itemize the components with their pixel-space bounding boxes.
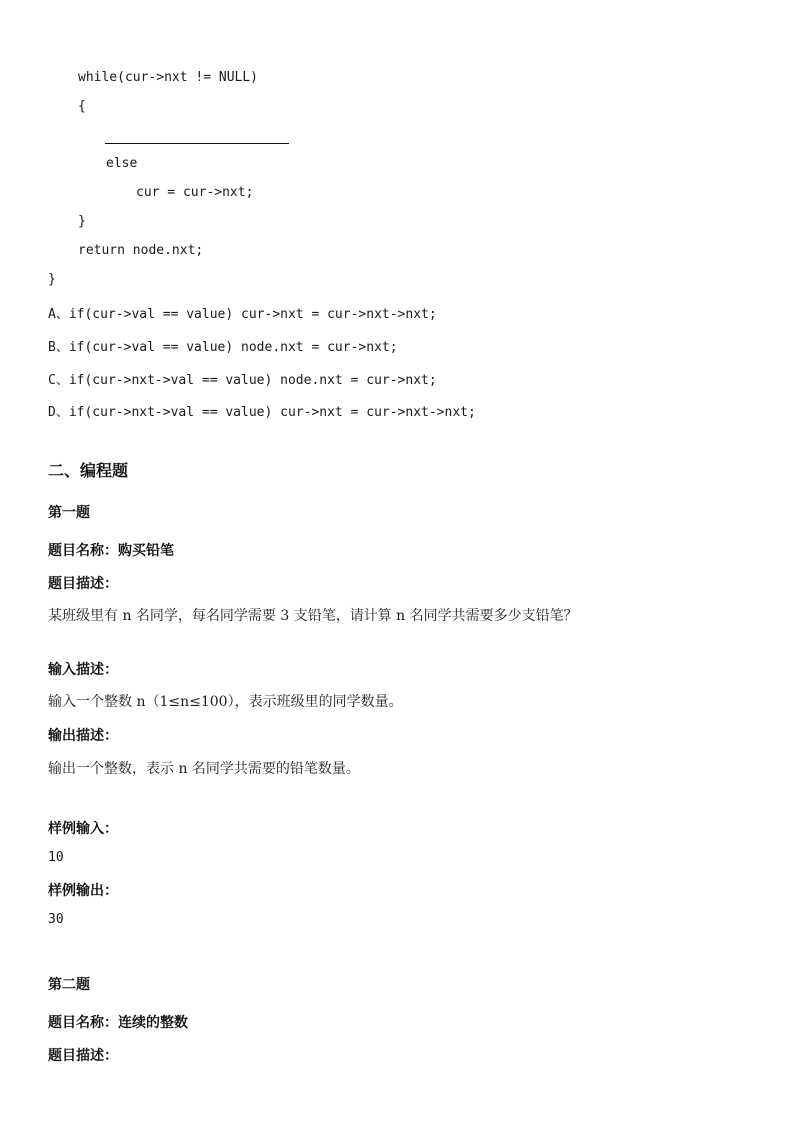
section-title: 二、编程题: [48, 461, 129, 480]
option-c: C、if(cur->nxt->val == value) node.nxt = cur->nxt;: [48, 373, 437, 388]
problem1-sample-output: 30: [48, 912, 64, 927]
option-d: D、if(cur->nxt->val == value) cur->nxt = cur->nxt->nxt;: [48, 405, 476, 420]
problem1-name: 题目名称：购买铅笔: [48, 543, 174, 559]
problem1-heading: 第一题: [48, 505, 90, 521]
problem1-input-text: 输入一个整数 n（1≤n≤100），表示班级里的同学数量。: [48, 694, 403, 710]
option-b: B、if(cur->val == value) node.nxt = cur->nxt;: [48, 340, 398, 355]
problem1-sample-input-label: 样例输入：: [48, 821, 118, 837]
problem1-output-label: 输出描述：: [48, 728, 118, 744]
code-line-close-brace-outer: }: [48, 272, 56, 287]
problem1-desc-text: 某班级里有 n 名同学，每名同学需要 3 支铅笔，请计算 n 名同学共需要多少支铅笔？: [48, 608, 578, 624]
code-line-else: else: [106, 156, 138, 171]
problem2-name: 题目名称：连续的整数: [48, 1015, 188, 1031]
code-line-cur-assign: cur = cur->nxt;: [136, 185, 254, 200]
code-line-close-brace-inner: }: [78, 214, 86, 229]
problem1-sample-input: 10: [48, 850, 64, 865]
code-line-while: while(cur->nxt != NULL): [78, 70, 259, 85]
problem2-heading: 第二题: [48, 977, 90, 993]
problem2-desc-label: 题目描述：: [48, 1048, 118, 1064]
fill-in-blank: [105, 143, 289, 144]
code-line-return: return node.nxt;: [78, 243, 204, 258]
option-a: A、if(cur->val == value) cur->nxt = cur->nxt->nxt;: [48, 307, 437, 322]
problem1-output-text: 输出一个整数，表示 n 名同学共需要的铅笔数量。: [48, 761, 360, 777]
code-line-open-brace: {: [78, 99, 86, 114]
problem1-desc-label: 题目描述：: [48, 576, 118, 592]
problem1-sample-output-label: 样例输出：: [48, 883, 118, 899]
problem1-input-label: 输入描述：: [48, 662, 118, 678]
